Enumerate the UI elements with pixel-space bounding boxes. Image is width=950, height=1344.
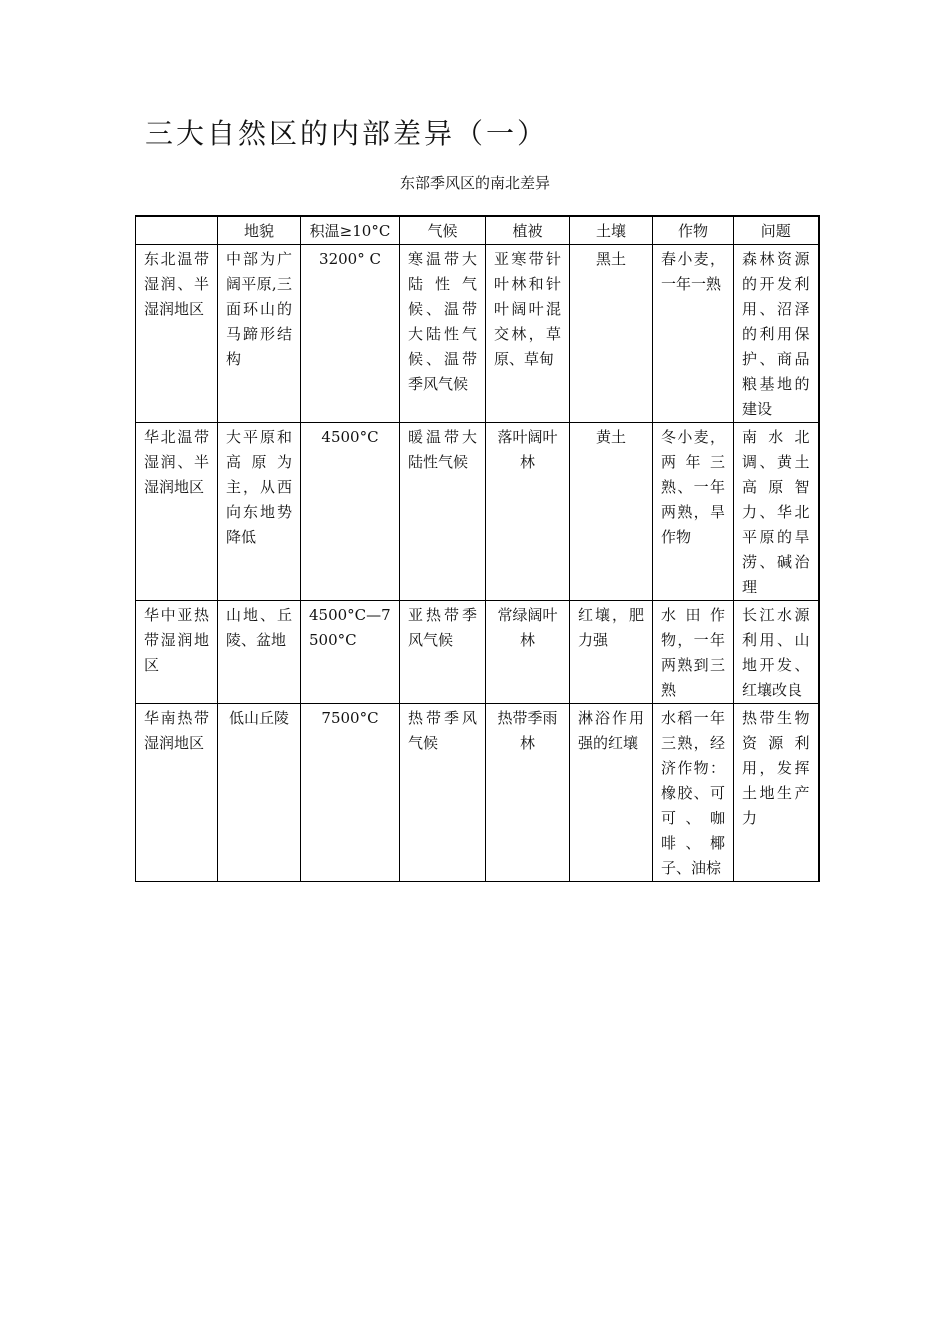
vegetation-cell: 亚寒带针叶林和针叶阔叶混交林，草原、草甸 [486, 245, 570, 423]
header-cell-landform: 地貌 [218, 216, 301, 245]
header-cell-climate: 气候 [400, 216, 486, 245]
table-row [136, 704, 819, 882]
soil-cell: 黄土 [570, 423, 653, 601]
problems-cell: 热带生物资源利用，发挥土地生产力 [734, 704, 819, 882]
table-header-row [136, 216, 819, 245]
table-row [136, 601, 819, 704]
header-cell-crops: 作物 [653, 216, 734, 245]
climate-cell: 暖温带大陆性气候 [400, 423, 486, 601]
header-cell-problems: 问题 [734, 216, 819, 245]
vegetation-cell: 热带季雨林 [486, 704, 570, 882]
problems-cell: 长江水源利用、山地开发、红壤改良 [734, 601, 819, 704]
vegetation-cell: 常绿阔叶林 [486, 601, 570, 704]
soil-cell: 黑土 [570, 245, 653, 423]
crops-cell: 水田作物，一年两熟到三熟 [653, 601, 734, 704]
landform-cell: 中部为广阔平原,三面环山的马蹄形结构 [218, 245, 301, 423]
soil-cell: 红壤，肥力强 [570, 601, 653, 704]
header-cell-empty [136, 216, 218, 245]
region-cell: 华南热带湿润地区 [136, 704, 218, 882]
vegetation-cell: 落叶阔叶林 [486, 423, 570, 601]
header-cell-vegetation: 植被 [486, 216, 570, 245]
table-row [136, 245, 819, 423]
table-caption: 东部季风区的南北差异 [399, 174, 550, 192]
crops-cell: 冬小麦，两年三熟、一年两熟，旱作物 [653, 423, 734, 601]
regions-table [135, 215, 820, 882]
soil-cell: 淋浴作用强的红壤 [570, 704, 653, 882]
temperature-cell: 7500°C [301, 704, 400, 882]
temperature-cell: 3200° C [301, 245, 400, 423]
table-row [136, 423, 819, 601]
crops-cell: 水稻一年三熟，经济作物：橡胶、可可、咖啡、椰子、油棕 [653, 704, 734, 882]
climate-cell: 寒温带大陆性气候、温带大陆性气候、温带季风气候 [400, 245, 486, 423]
landform-cell: 山地、丘陵、盆地 [218, 601, 301, 704]
region-cell: 东北温带湿润、半湿润地区 [136, 245, 218, 423]
temperature-cell: 4500°C [301, 423, 400, 601]
landform-cell: 大平原和高原为主，从西向东地势降低 [218, 423, 301, 601]
landform-cell: 低山丘陵 [218, 704, 301, 882]
region-cell: 华中亚热带湿润地区 [136, 601, 218, 704]
temperature-cell: 4500°C—7500°C [301, 601, 400, 704]
region-cell: 华北温带湿润、半湿润地区 [136, 423, 218, 601]
problems-cell: 南水北调、黄土高原智力、华北平原的旱涝、碱治理 [734, 423, 819, 601]
page-title: 三大自然区的内部差异（一） [145, 117, 549, 150]
header-cell-soil: 土壤 [570, 216, 653, 245]
problems-cell: 森林资源的开发利用、沼泽的利用保护、商品粮基地的建设 [734, 245, 819, 423]
climate-cell: 热带季风气候 [400, 704, 486, 882]
header-cell-temperature: 积温≥10°C [301, 216, 400, 245]
crops-cell: 春小麦，一年一熟 [653, 245, 734, 423]
climate-cell: 亚热带季风气候 [400, 601, 486, 704]
